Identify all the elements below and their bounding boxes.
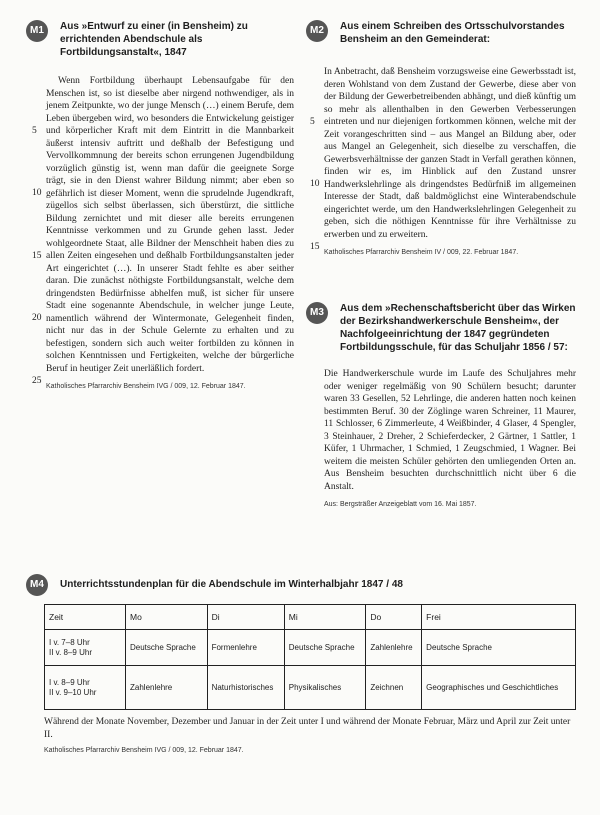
m1-badge: M1 (26, 20, 48, 42)
table-cell: Geographisches und Geschichtliches (422, 666, 576, 710)
table-row (45, 630, 576, 666)
m2-header (306, 20, 576, 50)
table-header-cell: Di (207, 605, 284, 630)
zeit-line: II v. 9–10 Uhr (49, 687, 97, 697)
m2-line-number: 10 (310, 179, 320, 189)
table-cell: Formenlehre (207, 630, 284, 666)
table-cell: Deutsche Sprache (422, 630, 576, 666)
m2-section (306, 20, 576, 260)
m1-line-number: 20 (32, 313, 42, 323)
m1-header (26, 20, 294, 59)
table-header-cell: Frei (422, 605, 576, 630)
zeit-line: I v. 7–8 Uhr (49, 637, 90, 647)
zeit-line: II v. 8–9 Uhr (49, 647, 92, 657)
m1-text-block (32, 75, 294, 394)
m1-text: Wenn Fortbildung überhaupt Lebensaufgabe für den Menschen ist, so ist dieselbe aber nirgend nothwendiger, als in jenem Zeitpunkte, wo der junge Mensch (…) einem Berufe, dem Leben übergeben wird, wo besonders die Entwickelung geistiger und körperlicher Kraft mit dem Eintritt in die Mannbarkeit äußerst intensiv auftritt und deßhalb der Befestigung und Vervollkommnung der bereits schon errungenen Jugendbildung vorzüglich günstig ist, wenn man dafür die geeignete Sorge trägt, sie in den Dienst wahrer Bildung nimmt; aber eben so gefährlich ist dieser Moment, wenn die sprudelnde Jugendkraft, zügellos sich selbst überlassen, sich überstürzt, die sittliche Bildung zernichtet und mit dieser alle bereits errungenen Kenntnisse verkommen und zu Grunde gehen lasst. Jeder wohlgeordnete Staat, alle Bildner der Menschheit haben dies zu allen Zeiten eingesehen und deßhalb Fortbildungsanstalten jeder Art eingerichtet (…). In unserer Stadt fehlte es aber seither daran. Die zunächst nöthigste Fortbildungsanstalt, welche dem dringendsten Bedürfnisse abhelfen muß, ist sicher für unsere Stadt eine sogenannte Abendschule, in welcher junge Leute, namentlich während der Wintermonate, Gelegenheit finden, nicht nur das in der Schule Gelernte zu erhalten und zu befestigen, sondern sich auch weiter fortbilden zu können in solchen Kenntnissen und Fertigkeiten, welche der bürgerliche Beruf in heutiger Zeit unerläßlich fordert. (46, 76, 294, 374)
schedule-table (44, 604, 576, 710)
m1-line-number: 5 (32, 126, 37, 136)
m1-line-number: 15 (32, 251, 42, 261)
m4-note: Während der Monate November, Dezember und Januar in der Zeit unter I und während der Monate Februar, März und April zur Zeit unter II. (44, 717, 571, 740)
m4-section (26, 574, 576, 754)
m2-line-number: 5 (310, 117, 315, 127)
m1-title: Aus »Entwurf zu einer (in Bensheim) zu errichtenden Abendschule als Fortbildungsanstalt«, 1847 (60, 21, 248, 58)
m2-text: In Anbetracht, daß Bensheim vorzugsweise eine Gewerbsstadt ist, deren Wohlstand von dem Zustand der Gewerbe, diese aber von der Bildung der Gewerbetreibenden abhängt, und dieß künftig um so mehr als allenthalben in den Gewerben Verbesserungen eintreten und nur diejenigen fortkommen können, welche mit der Zeit vorangeschritten sind – aus Mangel an Bildung aber, oder aus Mangel an Gelegenheit, sich dieselbe zu verschaffen, die Gewerbsverhältnisse der ganzen Stadt in Verfall gerathen können, finden wir es, im Hinblick auf den Zustand unsrer Handwerkslehrlinge als dringendstes Bedürfniß im allgemeinen Interesse der Stadt, daß baldmöglichst eine Winterabendschule eingerichtet werde, um den Handwerkslehrlingen Gelegenheit zu geben, sich die nöthigen Kenntnisse für ihre Verhältnisse zu erwerben und zu erweitern. (324, 67, 576, 240)
zeit-line: I v. 8–9 Uhr (49, 677, 90, 687)
table-cell: Naturhistorisches (207, 666, 284, 710)
table-cell: Deutsche Sprache (284, 630, 366, 666)
m3-source: Aus: Bergsträßer Anzeigeblatt vom 16. Mai 1857. (324, 501, 477, 508)
table-cell: Zahlenlehre (126, 666, 208, 710)
m1-line-number: 25 (32, 376, 42, 386)
table-header-cell: Mi (284, 605, 366, 630)
table-row (45, 666, 576, 710)
m3-text-block (324, 368, 576, 512)
m4-badge: M4 (26, 574, 48, 596)
m2-source: Katholisches Pfarrarchiv Bensheim IV / 009, 22. Februar 1847. (324, 249, 519, 256)
m4-header (26, 574, 576, 598)
m3-header (306, 302, 576, 354)
m2-line-number: 15 (310, 242, 320, 252)
m1-section (26, 20, 294, 394)
m3-title: Aus dem »Rechenschaftsbericht über das Wirken der Bezirkshandwerkerschule Bensheim«, der Nachfolgeeinrichtung der 1847 gegründeten Fortbildungsschule, für das Schuljahr 1856 / 57: (340, 303, 576, 353)
table-header-cell: Zeit (45, 605, 126, 630)
table-cell: Zeichnen (366, 666, 422, 710)
table-header-row (45, 605, 576, 630)
table-cell: Deutsche Sprache (126, 630, 208, 666)
table-cell-zeit (45, 666, 126, 710)
m2-title: Aus einem Schreiben des Ortsschulvorstandes Bensheim an den Gemeinderat: (340, 21, 565, 45)
m4-table-wrap (44, 604, 576, 754)
m3-badge: M3 (306, 302, 328, 324)
m4-title: Unterrichtsstundenplan für die Abendschule im Winterhalbjahr 1847 / 48 (60, 579, 403, 590)
m4-source: Katholisches Pfarrarchiv Bensheim IVG / 009, 12. Februar 1847. (44, 747, 244, 754)
m3-section (306, 302, 576, 512)
table-header-cell: Mo (126, 605, 208, 630)
m2-badge: M2 (306, 20, 328, 42)
table-cell: Physikalisches (284, 666, 366, 710)
table-cell-zeit (45, 630, 126, 666)
table-header-cell: Do (366, 605, 422, 630)
m2-text-block (310, 66, 576, 260)
table-cell: Zahlenlehre (366, 630, 422, 666)
m3-text: Die Handwerkerschule wurde im Laufe des Schuljahres mehr oder weniger regelmäßig von 90 Schülern besucht; darunter waren 33 Gesellen, 52 Lehrlinge, die anderen hatten noch keinen bestimmten Beruf. 30 der Zöglinge waren Schreiner, 11 Maurer, 11 Schlosser, 6 Zimmerleute, 4 Weißbinder, 4 Glaser, 4 Spengler, 3 Steinhauer, 2 Dreher, 2 Schieferdecker, 2 Gärtner, 1 Sattler, 1 Küfer, 1 Uhrmacher, 1 Schmied, 1 Zeugschmied, 1 Wagner. Bei weitem die meisten Schüler gehörten den umliegenden Orten an. Aus Bensheim besuchten durchschnittlich nicht über 6 die Anstalt. (324, 369, 576, 492)
m1-line-number: 10 (32, 188, 42, 198)
m1-source: Katholisches Pfarrarchiv Bensheim IVG / 009, 12. Februar 1847. (46, 383, 246, 390)
